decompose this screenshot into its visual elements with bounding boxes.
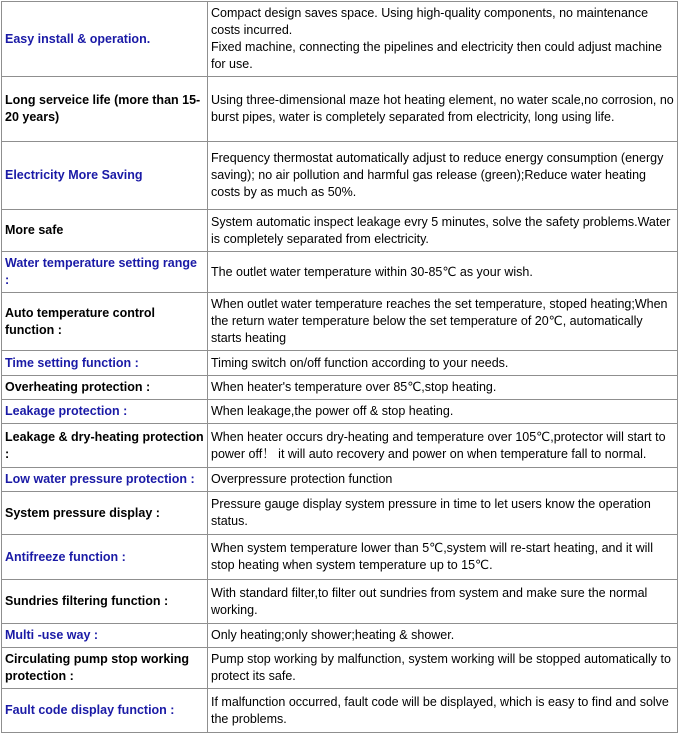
feature-description: When heater's temperature over 85℃,stop heating. xyxy=(208,376,678,400)
feature-description: With standard filter,to filter out sundries from system and make sure the normal working. xyxy=(208,580,678,624)
feature-name: Time setting function : xyxy=(2,351,208,376)
feature-name: System pressure display : xyxy=(2,492,208,535)
feature-description: Frequency thermostat automatically adjust to reduce energy consumption (energy saving); no air pollution and harmful gas release (green);Reduce water heating costs by as much as 50%. xyxy=(208,142,678,210)
table-row xyxy=(2,400,678,424)
feature-name: Overheating protection : xyxy=(2,376,208,400)
feature-name: Fault code display function : xyxy=(2,689,208,733)
table-row xyxy=(2,424,678,468)
table-row xyxy=(2,492,678,535)
feature-name: Long serveice life (more than 15-20 years) xyxy=(2,77,208,142)
table-row xyxy=(2,2,678,77)
feature-description: The outlet water temperature within 30-85℃ as your wish. xyxy=(208,252,678,293)
feature-description: Compact design saves space. Using high-quality components, no maintenance costs incurred. Fixed machine, connecting the pipelines and electricity then could adjust machine for use. xyxy=(208,2,678,77)
feature-name: More safe xyxy=(2,210,208,252)
table-row xyxy=(2,535,678,580)
feature-description: When outlet water temperature reaches the set temperature, stoped heating;When the return water temperature below the set temperature of 20℃, automatically starts heating xyxy=(208,293,678,351)
feature-name: Low water pressure protection : xyxy=(2,468,208,492)
feature-name: Multi -use way : xyxy=(2,624,208,648)
feature-name: Electricity More Saving xyxy=(2,142,208,210)
table-row xyxy=(2,468,678,492)
table-row xyxy=(2,210,678,252)
table-row xyxy=(2,293,678,351)
table-row xyxy=(2,252,678,293)
feature-description: When system temperature lower than 5℃,system will re-start heating, and it will stop heating when system temperature up to 15℃. xyxy=(208,535,678,580)
feature-description: When leakage,the power off & stop heating. xyxy=(208,400,678,424)
table-row xyxy=(2,77,678,142)
table-row xyxy=(2,142,678,210)
feature-name: Water temperature setting range : xyxy=(2,252,208,293)
feature-name: Leakage & dry-heating protection : xyxy=(2,424,208,468)
feature-name: Sundries filtering function : xyxy=(2,580,208,624)
feature-name: Circulating pump stop working protection : xyxy=(2,648,208,689)
table-row xyxy=(2,351,678,376)
feature-name: Antifreeze function : xyxy=(2,535,208,580)
feature-description: System automatic inspect leakage evry 5 minutes, solve the safety problems.Water is completely separated from electricity. xyxy=(208,210,678,252)
feature-description: If malfunction occurred, fault code will be displayed, which is easy to find and solve the problems. xyxy=(208,689,678,733)
feature-description: Timing switch on/off function according to your needs. xyxy=(208,351,678,376)
feature-spec-table xyxy=(1,1,678,733)
feature-description: Pressure gauge display system pressure in time to let users know the operation status. xyxy=(208,492,678,535)
feature-description: Pump stop working by malfunction, system working will be stopped automatically to protect its safe. xyxy=(208,648,678,689)
feature-description: When heater occurs dry-heating and temperature over 105℃,protector will start to power off！ it will auto recovery and power on when temperature fall to normal. xyxy=(208,424,678,468)
feature-description: Using three-dimensional maze hot heating element, no water scale,no corrosion, no burst pipes, water is completely separated from electricity, long using life. xyxy=(208,77,678,142)
feature-description: Overpressure protection function xyxy=(208,468,678,492)
table-row xyxy=(2,689,678,733)
table-row xyxy=(2,580,678,624)
feature-description: Only heating;only shower;heating & shower. xyxy=(208,624,678,648)
table-row xyxy=(2,648,678,689)
feature-name: Auto temperature control function : xyxy=(2,293,208,351)
table-row xyxy=(2,376,678,400)
table-row xyxy=(2,624,678,648)
feature-name: Easy install & operation. xyxy=(2,2,208,77)
feature-name: Leakage protection : xyxy=(2,400,208,424)
